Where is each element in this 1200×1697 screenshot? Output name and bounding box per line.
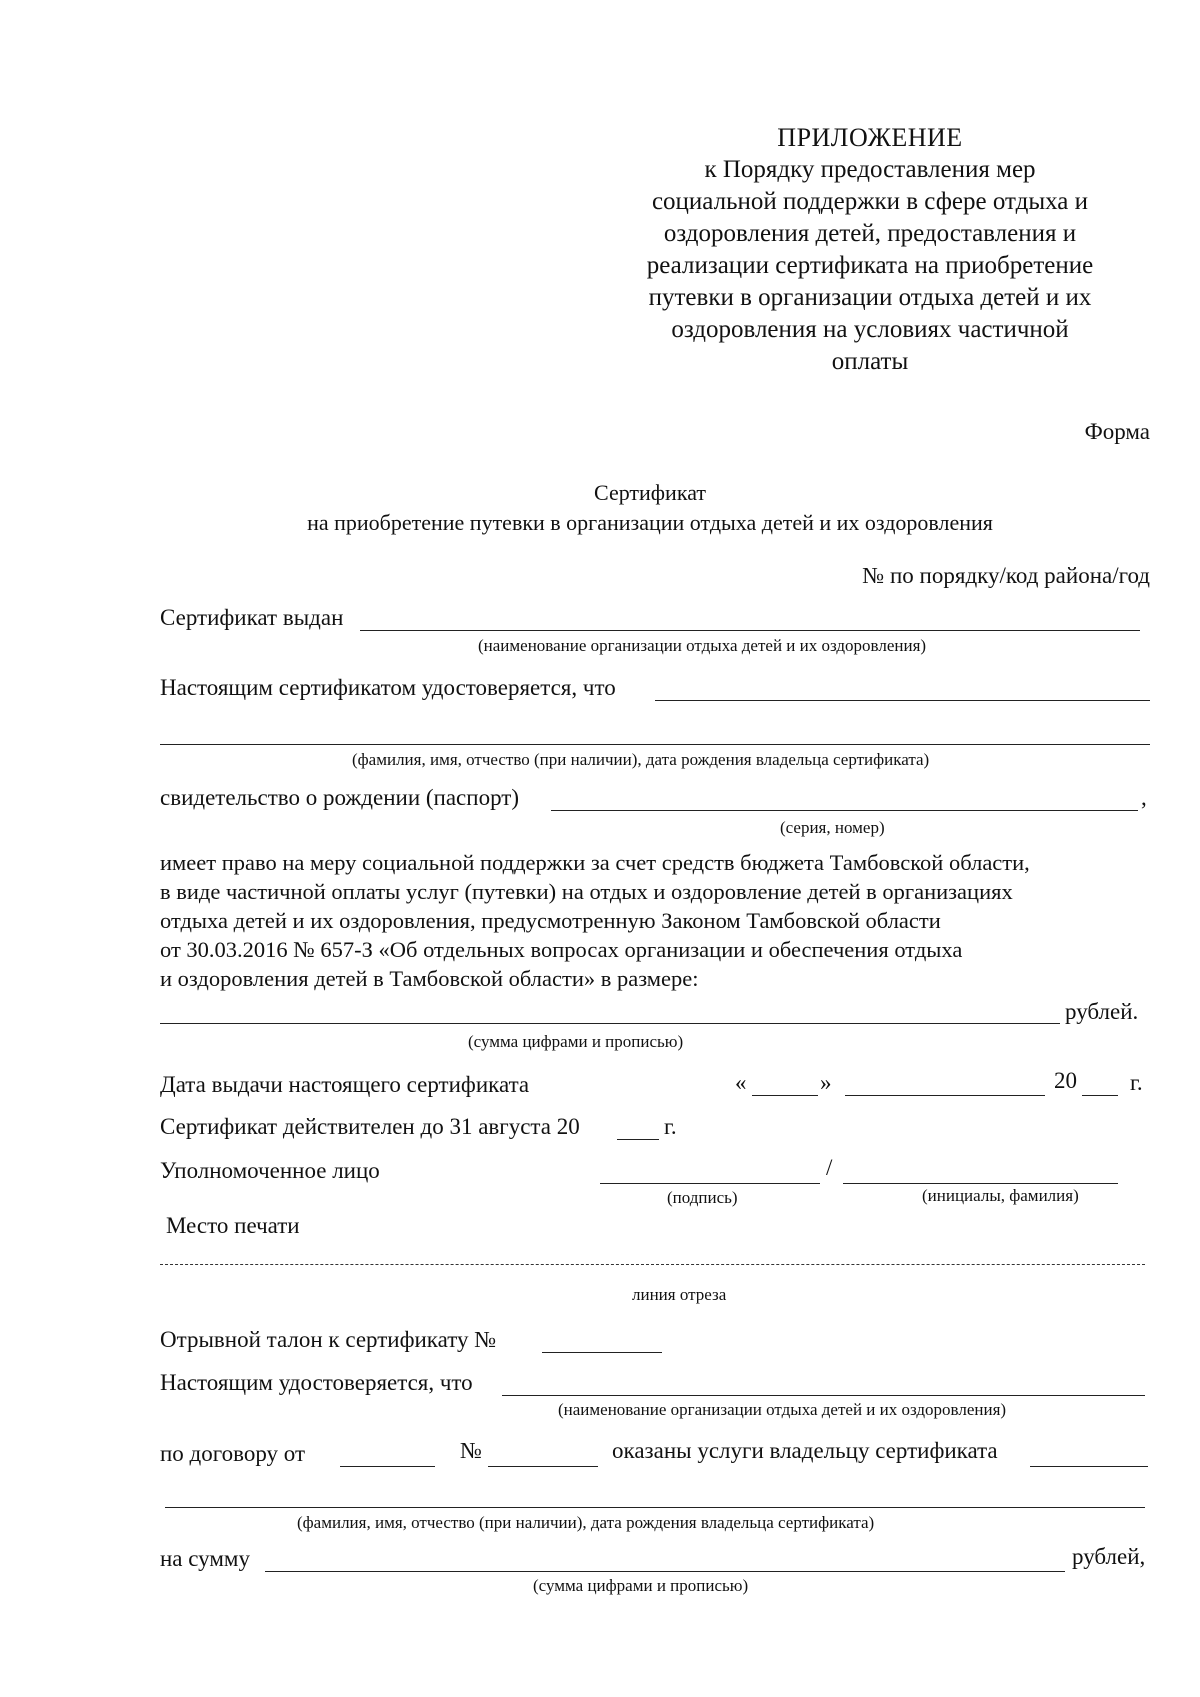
paragraph-line: и оздоровления детей в Тамбовской области» в размере: (160, 966, 699, 991)
appendix-header (600, 122, 1140, 378)
stub-rubles-label: рублей, (1072, 1544, 1146, 1569)
initials-field[interactable] (843, 1183, 1118, 1184)
valid-until-suffix: г. (664, 1114, 677, 1139)
stub-number-field[interactable] (542, 1352, 662, 1353)
appendix-line: оздоровления детей, предоставления и (663, 220, 1077, 247)
appendix-line: к Порядку предоставления мер (704, 156, 1036, 183)
appendix-line: оплаты (831, 348, 909, 375)
stub-org-field[interactable] (502, 1395, 1145, 1396)
issued-to-field[interactable] (360, 630, 1140, 631)
certificate-title-block (160, 478, 1140, 538)
certifies-field[interactable] (655, 700, 1150, 701)
contract-date-field[interactable] (340, 1466, 435, 1467)
paragraph-line: от 30.03.2016 № 657-З «Об отдельных вопросах организации и обеспечения отдыха (160, 937, 963, 962)
issue-day-field[interactable] (752, 1095, 818, 1096)
valid-year-field[interactable] (617, 1139, 659, 1140)
services-label: оказаны услуги владельцу сертификата (612, 1438, 998, 1463)
birth-cert-hint: (серия, номер) (780, 818, 885, 837)
paragraph-line: в виде частичной оплаты услуг (путевки) на отдых и оздоровление детей в организациях (160, 879, 1013, 904)
services-owner-field[interactable] (1030, 1466, 1148, 1467)
appendix-line: реализации сертификата на приобретение (646, 252, 1094, 279)
year-prefix: 20 (1054, 1068, 1077, 1093)
quote-open: « (735, 1070, 747, 1095)
amount-field[interactable] (160, 1023, 1060, 1024)
year-suffix: г. (1130, 1070, 1143, 1095)
contract-number-field[interactable] (488, 1466, 598, 1467)
certificate-subtitle: на приобретение путевки в организации отдыха детей и их оздоровления (307, 510, 993, 535)
signature-slash: / (826, 1155, 833, 1180)
entitlement-paragraph (160, 848, 1140, 993)
stub-amount-hint: (сумма цифрами и прописью) (533, 1576, 749, 1595)
quote-close: » (820, 1070, 832, 1095)
amount-hint: (сумма цифрами и прописью) (468, 1032, 684, 1051)
paragraph-line: отдыха детей и их оздоровления, предусмотренную Законом Тамбовской области (160, 908, 941, 933)
cut-line (160, 1264, 1145, 1265)
signature-hint: (подпись) (667, 1188, 738, 1207)
contract-label: по договору от (160, 1441, 306, 1466)
birth-cert-label: свидетельство о рождении (паспорт) (160, 785, 519, 810)
issue-month-field[interactable] (845, 1095, 1045, 1096)
certificate-number-label: № по порядку/код района/год (862, 563, 1150, 588)
authorized-person-label: Уполномоченное лицо (160, 1158, 380, 1183)
cut-line-label: линия отреза (632, 1285, 727, 1304)
initials-hint: (инициалы, фамилия) (922, 1186, 1079, 1205)
stub-owner-field[interactable] (165, 1507, 1145, 1508)
appendix-line: путевки в организации отдыха детей и их (648, 284, 1092, 311)
stub-title: Отрывной талон к сертификату № (160, 1327, 497, 1352)
stub-owner-hint: (фамилия, имя, отчество (при наличии), дата рождения владельца сертификата) (297, 1513, 875, 1532)
rubles-label: рублей. (1065, 999, 1139, 1024)
birth-cert-field[interactable] (551, 810, 1138, 811)
appendix-line: оздоровления на условиях частичной (671, 316, 1069, 343)
stub-certifies-label: Настоящим удостоверяется, что (160, 1370, 473, 1395)
certifies-label: Настоящим сертификатом удостоверяется, что (160, 675, 616, 700)
signature-field[interactable] (600, 1183, 820, 1184)
issue-year-field[interactable] (1082, 1095, 1118, 1096)
seal-place-label: Место печати (166, 1213, 300, 1238)
issued-to-label: Сертификат выдан (160, 605, 344, 630)
appendix-title: ПРИЛОЖЕНИЕ (777, 123, 963, 152)
owner-hint: (фамилия, имя, отчество (при наличии), дата рождения владельца сертификата) (352, 750, 930, 769)
valid-until-label: Сертификат действителен до 31 августа 20 (160, 1114, 580, 1139)
form-label: Форма (1084, 419, 1150, 444)
paragraph-line: имеет право на меру социальной поддержки за счет средств бюджета Тамбовской области, (160, 850, 1030, 875)
certificate-title: Сертификат (594, 480, 706, 505)
issue-date-label: Дата выдачи настоящего сертификата (160, 1072, 530, 1097)
appendix-line: социальной поддержки в сфере отдыха и (651, 188, 1089, 215)
birth-cert-comma: , (1141, 785, 1147, 810)
issued-to-hint: (наименование организации отдыха детей и их оздоровления) (478, 636, 927, 655)
stub-org-hint: (наименование организации отдыха детей и их оздоровления) (558, 1400, 1007, 1419)
contract-number-sign: № (460, 1438, 482, 1463)
sum-label: на сумму (160, 1546, 250, 1571)
sum-field[interactable] (265, 1571, 1065, 1572)
owner-field[interactable] (160, 744, 1150, 745)
